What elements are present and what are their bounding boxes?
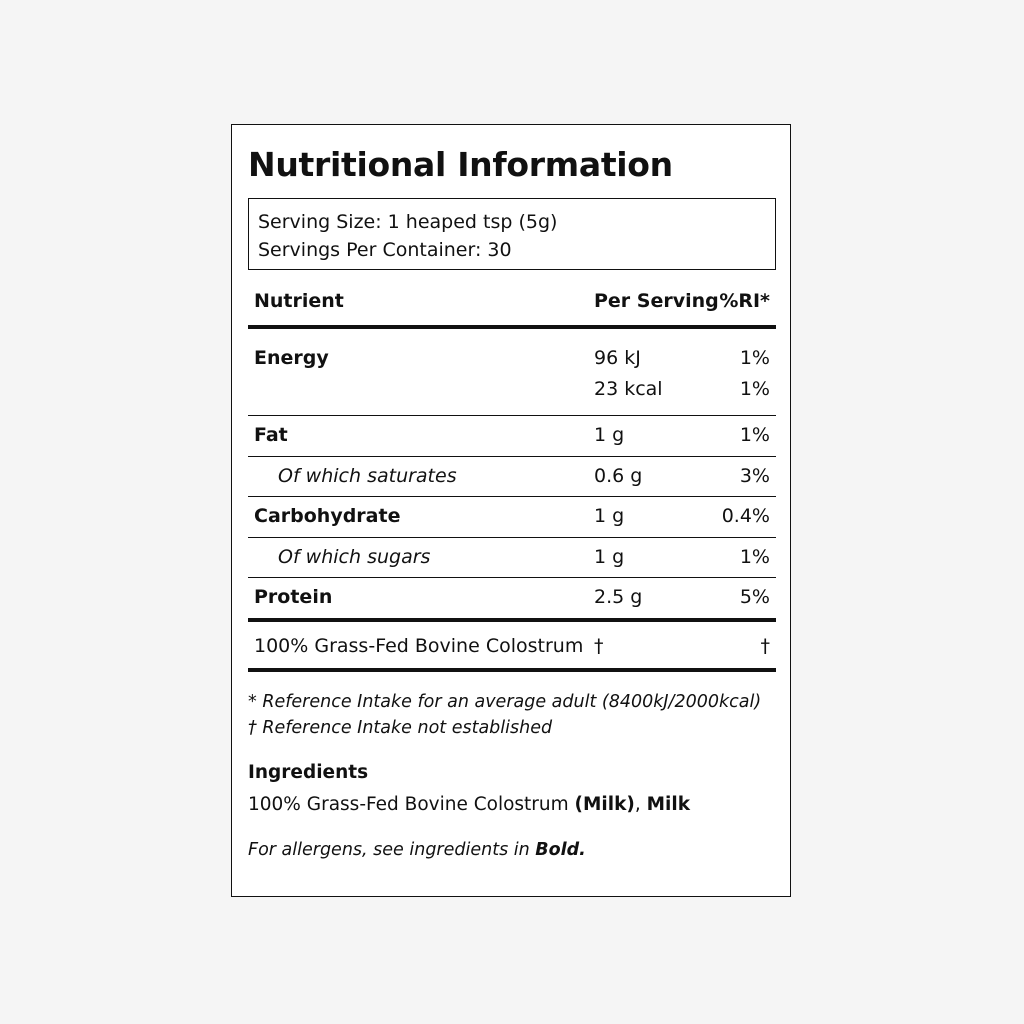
ri-value: 0.4% (721, 505, 770, 527)
table-row-fat (248, 416, 776, 456)
ri-value: 1% (739, 424, 770, 446)
ri-value: 3% (739, 464, 770, 487)
energy-kcal-value: 23 kcal (594, 378, 663, 400)
table-row-colostrum (248, 622, 776, 668)
nutrient-name: Fat (254, 424, 288, 446)
nutrient-name-energy: Energy (254, 347, 329, 369)
allergen-note (248, 840, 586, 860)
energy-kcal-ri: 1% (739, 378, 770, 400)
table-row-saturates (248, 457, 776, 497)
per-serving-value: 0.6 g (594, 464, 643, 487)
dagger-footnote: † Reference Intake not established (248, 718, 553, 738)
table-row-sugars (248, 538, 776, 578)
serving-size: Serving Size: 1 heaped tsp (5g) (258, 211, 558, 233)
allergen-item: Milk (646, 794, 691, 815)
header-per-serving: Per Serving (594, 290, 719, 312)
table-bottom-divider (248, 668, 776, 672)
ri-footnote: * Reference Intake for an average adult (8400kJ/2000kcal) (248, 692, 762, 712)
energy-kj-ri: 1% (739, 347, 770, 369)
table-row-carbohydrate (248, 497, 776, 537)
ingredients-list (248, 794, 690, 815)
nutrition-label (231, 124, 791, 897)
table-header-row (248, 285, 776, 325)
nutrient-name: Of which sugars (278, 545, 431, 568)
nutrient-name: 100% Grass-Fed Bovine Colostrum (254, 634, 584, 657)
ri-value: † (760, 634, 770, 657)
allergen-note-text: For allergens, see ingredients in (248, 840, 536, 860)
table-row-energy-kcal (248, 368, 776, 415)
ingredient-separator: , (634, 794, 647, 815)
per-serving-value: † (594, 634, 604, 657)
nutrient-name: Protein (254, 586, 333, 608)
ingredients-title: Ingredients (248, 762, 369, 783)
nutrient-name: Of which saturates (278, 464, 457, 487)
ingredient-base: 100% Grass-Fed Bovine Colostrum (248, 794, 575, 815)
header-ri: %RI* (719, 290, 770, 312)
per-serving-value: 1 g (594, 545, 625, 568)
ri-value: 1% (739, 545, 770, 568)
serving-info-box (248, 198, 776, 270)
table-row-energy-kj (248, 329, 776, 368)
allergen-note-bold: Bold. (535, 840, 586, 860)
per-serving-value: 2.5 g (594, 586, 643, 608)
table-row-protein (248, 578, 776, 618)
allergen-paren: (Milk) (574, 794, 635, 815)
servings-per-container: Servings Per Container: 30 (258, 239, 512, 261)
per-serving-value: 1 g (594, 424, 625, 446)
label-title: Nutritional Information (248, 145, 673, 184)
nutrient-name: Carbohydrate (254, 505, 401, 527)
nutrition-table (248, 285, 776, 672)
ri-value: 5% (739, 586, 770, 608)
energy-kj-value: 96 kJ (594, 347, 641, 369)
footnotes (248, 689, 761, 741)
header-nutrient: Nutrient (254, 290, 344, 312)
per-serving-value: 1 g (594, 505, 625, 527)
